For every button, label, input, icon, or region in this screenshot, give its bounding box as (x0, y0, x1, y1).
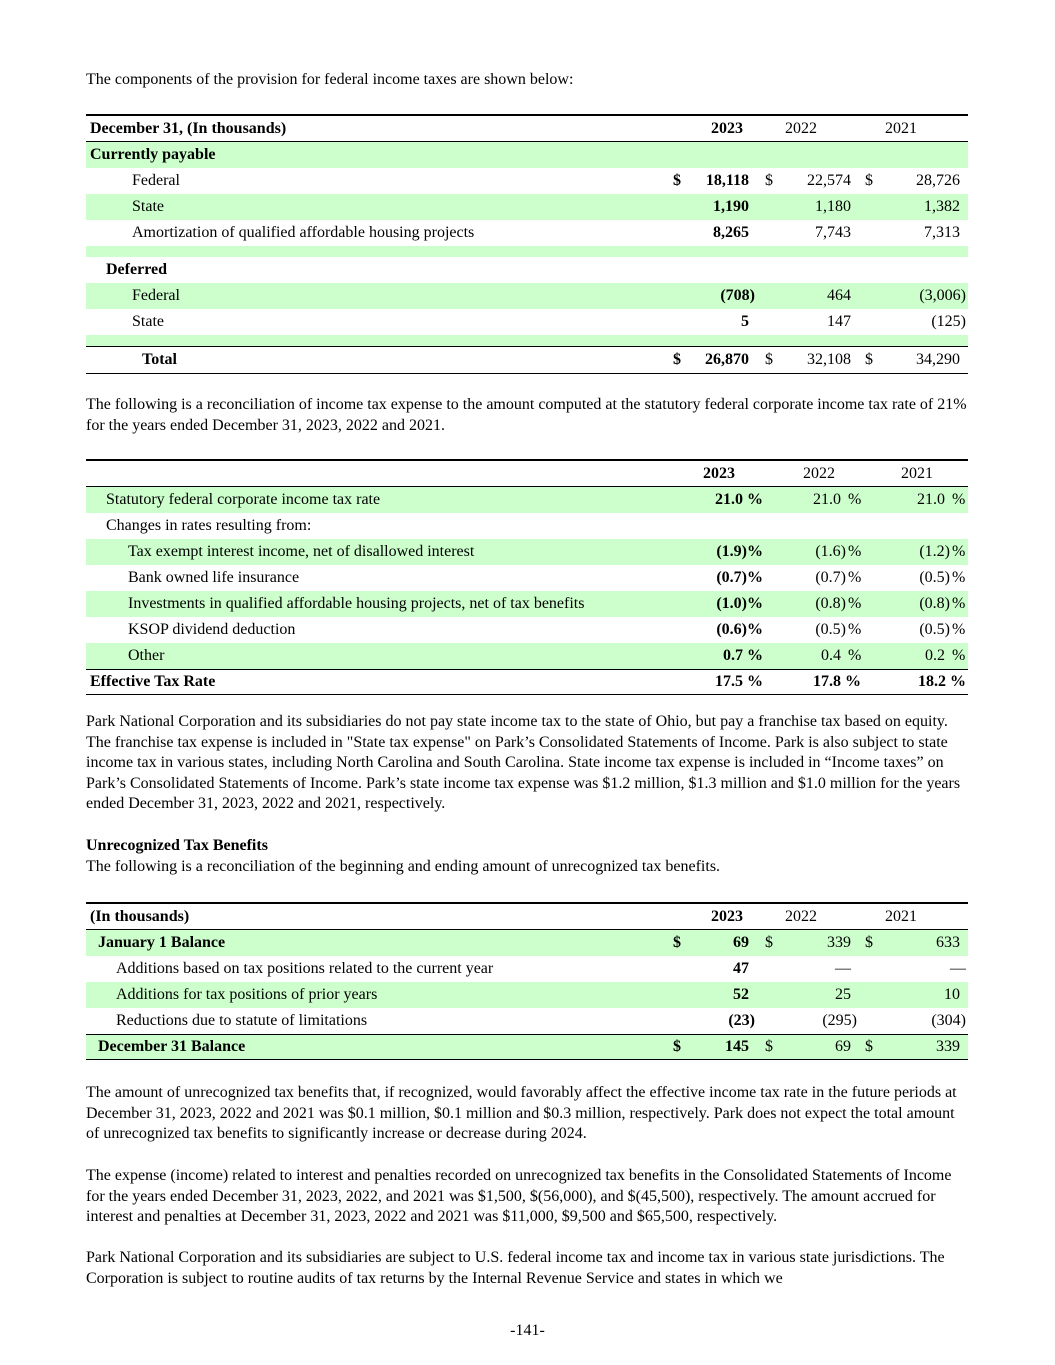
row-label: Investments in qualified affordable housing projects, net of tax benefits (86, 591, 686, 617)
section-row (86, 142, 968, 169)
currency-2022: $ (758, 347, 783, 374)
value-2021: (0.5) (919, 569, 950, 586)
utb-intro: The following is a reconciliation of the beginning and ending amount of unrecognized tax benefits. (86, 858, 721, 875)
state-tax-paragraph: Park National Corporation and its subsidiaries do not pay state income tax to the state of Ohio, but pay a franchise tax based on equity. The franchise tax expense is included in "State tax expense" on Park’s Consolidated Statements of Income. Park is also subject to state income tax in various states, including North Carolina and South Carolina. State income tax expense is included in “Income taxes” on Park’s Consolidated Statements of Income. Park’s state income tax expense was $1.2 million, $1.3 million and $1.0 million for the years ended December 31, 2023, 2022 and 2021, respectively. (86, 713, 961, 813)
unrecognized-benefits-table (86, 902, 968, 1060)
currency-2021: $ (860, 347, 882, 374)
value-2023: (1.9)% (686, 539, 766, 565)
value-2023: (0.6)% (716, 621, 763, 638)
utb-effect-paragraph: The amount of unrecognized tax benefits that, if recognized, would favorably affect the effective income tax rate in the future periods at December 31, 2023, 2022 and 2021 was $0.1 million, $0.1 million and $0.3 million, respectively. Park does not expect the total amount of unrecognized tax benefits to significantly increase or decrease during 2024. (86, 1084, 957, 1143)
table-row (86, 220, 968, 246)
value-2023: 21.0 % (686, 487, 766, 514)
value-2023: (0.7)% (716, 569, 763, 586)
value-2021: 21.0 (917, 491, 945, 508)
table-row (86, 539, 968, 565)
column-header-label: (In thousands) (86, 903, 673, 930)
percent-sign: % (848, 543, 862, 560)
value-2021: 0.2 (925, 647, 945, 664)
value-2021: (0.8) (919, 595, 950, 612)
currency-2023: $ (673, 172, 681, 189)
column-header-2021: 2021 (864, 460, 968, 487)
value-2022: 69 (783, 1035, 860, 1060)
row-label: December 31 Balance (86, 1035, 673, 1060)
value-2021: 1,382 (882, 194, 968, 220)
value-2022: 25 (783, 982, 860, 1008)
currency-2023: $ (673, 1035, 693, 1060)
value-2023: 5 (741, 313, 749, 330)
percent-sign: % (848, 491, 862, 508)
table-row (86, 591, 968, 617)
changes-label: Changes in rates resulting from: (106, 517, 312, 534)
value-2021: (3,006) (882, 283, 968, 309)
opening-balance-row (86, 930, 968, 957)
percent-sign: % (848, 647, 862, 664)
column-header-2022: 2022 (783, 115, 860, 142)
interest-penalties-paragraph: The expense (income) related to interest and penalties recorded on unrecognized tax benefits in the Consolidated Statements of Income for the years ended December 31, 2023, 2022, and 2021 was $1,500, $(56,000), and $(45,500), respectively. The amount accrued for interest and penalties at December 31, 2023, 2022 and 2021 was $11,000, $9,500 and $65,500, respectively. (86, 1167, 952, 1226)
audits-paragraph: Park National Corporation and its subsidiaries are subject to U.S. federal income tax and income tax in various state jurisdictions. The Corporation is subject to routine audits of tax returns by the Internal Revenue Service and states in which we (86, 1249, 945, 1287)
value-2023: (708) (693, 283, 758, 309)
column-header-label: December 31, (In thousands) (86, 115, 673, 142)
value-2023: 47 (733, 960, 749, 977)
table-row (86, 982, 968, 1008)
utb-heading: Unrecognized Tax Benefits (86, 837, 268, 854)
currency-2023: $ (673, 347, 693, 374)
table-row (86, 513, 968, 539)
value-2022: 339 (783, 930, 860, 957)
row-label: January 1 Balance (86, 930, 673, 957)
percent-sign: % (848, 569, 862, 586)
total-2022: 32,108 (783, 347, 860, 374)
total-2023: 26,870 (693, 347, 758, 374)
total-row (86, 347, 968, 374)
column-header-2023: 2023 (686, 460, 766, 487)
closing-balance-row (86, 1035, 968, 1060)
value-2022: 22,574 (807, 172, 851, 189)
currency-2022: $ (765, 172, 773, 189)
row-label: KSOP dividend deduction (128, 621, 296, 638)
value-2023: (23) (728, 1012, 755, 1029)
spacer-row (86, 335, 968, 347)
value-2023: 8,265 (713, 224, 749, 241)
currency-2022: $ (758, 930, 783, 957)
table-header-row (86, 903, 968, 930)
table-row (86, 168, 968, 194)
currency-2021: $ (865, 172, 873, 189)
value-2021: 28,726 (916, 172, 960, 189)
row-label: Amortization of qualified affordable housing projects (132, 224, 475, 241)
value-2021: 10 (882, 982, 968, 1008)
section-currently-payable: Currently payable (86, 142, 968, 169)
effective-rate-label: Effective Tax Rate (86, 670, 686, 695)
value-2023: 52 (693, 982, 758, 1008)
row-label: Tax exempt interest income, net of disallowed interest (86, 539, 686, 565)
table-row (86, 487, 968, 514)
total-2021: 34,290 (882, 347, 968, 374)
rate-reconciliation-table (86, 459, 968, 695)
table-row (86, 617, 968, 643)
row-label: Additions for tax positions of prior years (86, 982, 673, 1008)
percent-sign: % (952, 595, 966, 612)
section-row (86, 257, 968, 283)
currency-2021: $ (860, 1035, 882, 1060)
table-row (86, 643, 968, 670)
value-2021: (125) (931, 313, 966, 330)
percent-sign: % (952, 491, 966, 508)
row-label: Federal (132, 172, 180, 189)
value-2021: 7,313 (924, 224, 960, 241)
row-label: Bank owned life insurance (128, 569, 300, 586)
value-2022: (0.7) (815, 569, 846, 586)
row-label: Statutory federal corporate income tax rate (86, 487, 686, 514)
effective-2023: 17.5 % (686, 670, 766, 695)
value-2023: 1,190 (693, 194, 758, 220)
value-2022: (1.6) (815, 543, 846, 560)
value-2022: 0.4 (821, 647, 841, 664)
section-deferred: Deferred (106, 261, 167, 278)
percent-sign: % (952, 621, 966, 638)
table-row (86, 309, 968, 335)
value-2022: 147 (827, 313, 851, 330)
value-2023: 145 (693, 1035, 758, 1060)
provision-table (86, 114, 968, 374)
table-header-row (86, 115, 968, 142)
row-label: Other (86, 643, 686, 670)
value-2022: — (835, 960, 851, 977)
percent-sign: % (848, 621, 862, 638)
intro-reconciliation: The following is a reconciliation of income tax expense to the amount computed at the statutory federal corporate income tax rate of 21% for the years ended December 31, 2023, 2022 and 2021. (86, 396, 967, 434)
column-header-2023: 2023 (693, 115, 758, 142)
column-header-2023: 2023 (693, 903, 758, 930)
value-2023: 69 (693, 930, 758, 957)
row-label: Federal (86, 283, 673, 309)
currency-2022: $ (758, 1035, 783, 1060)
row-label: Additions based on tax positions related to the current year (116, 960, 494, 977)
value-2021: (0.5) (919, 621, 950, 638)
table-row (86, 283, 968, 309)
column-header-2021: 2021 (882, 115, 968, 142)
value-2023: 0.7 % (686, 643, 766, 670)
percent-sign: % (952, 543, 966, 560)
column-header-2022: 2022 (766, 460, 864, 487)
value-2021: (304) (931, 1012, 966, 1029)
value-2022: 1,180 (783, 194, 860, 220)
percent-sign: % (952, 569, 966, 586)
value-2022: 21.0 (813, 491, 841, 508)
row-label: Reductions due to statute of limitations (116, 1012, 368, 1029)
value-2022: (0.8) (815, 595, 846, 612)
effective-2021: 18.2 % (864, 670, 968, 695)
value-2021: (1.2) (919, 543, 950, 560)
row-label: State (132, 313, 164, 330)
percent-sign: % (848, 595, 862, 612)
currency-2023: $ (673, 930, 693, 957)
value-2023: 18,118 (705, 172, 749, 189)
row-label: State (86, 194, 673, 220)
currency-2021: $ (860, 930, 882, 957)
table-row (86, 565, 968, 591)
value-2022: 464 (783, 283, 860, 309)
effective-rate-row (86, 670, 968, 695)
value-2021: 339 (882, 1035, 968, 1060)
value-2023: (1.0)% (686, 591, 766, 617)
table-row (86, 194, 968, 220)
page-number: -141- (510, 1322, 545, 1339)
table-header-row (86, 460, 968, 487)
table-row (86, 1008, 968, 1035)
effective-2022: 17.8 % (766, 670, 864, 695)
column-header-2021: 2021 (882, 903, 968, 930)
column-header-2022: 2022 (783, 903, 860, 930)
value-2022: (0.5) (815, 621, 846, 638)
percent-sign: % (952, 647, 966, 664)
intro-components: The components of the provision for federal income taxes are shown below: (86, 71, 574, 88)
value-2021: 633 (882, 930, 968, 957)
total-label: Total (86, 347, 673, 374)
value-2021: — (950, 960, 966, 977)
value-2022: 7,743 (815, 224, 851, 241)
value-2022: (295) (822, 1012, 857, 1029)
table-row (86, 956, 968, 982)
spacer-row (86, 246, 968, 257)
